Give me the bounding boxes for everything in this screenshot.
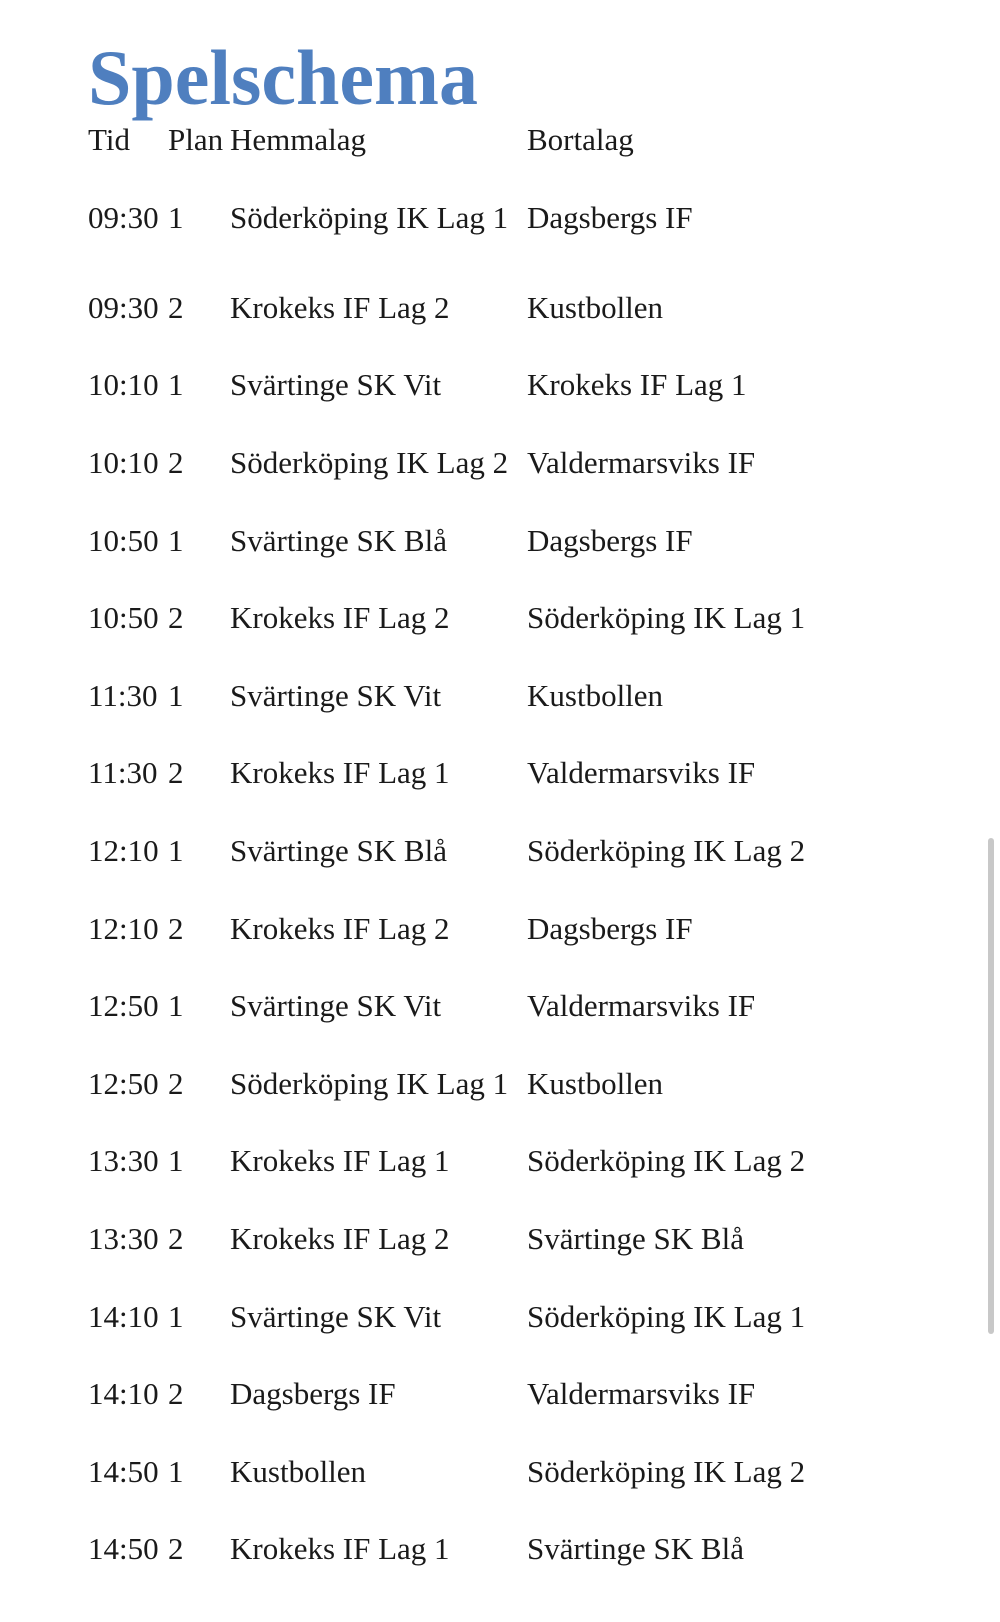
cell-away-team: Dagsbergs IF	[527, 199, 693, 235]
cell-away-team: Valdermarsviks IF	[527, 1376, 756, 1412]
cell-away-team: Krokeks IF Lag 1	[527, 367, 747, 403]
cell-time: 14:10	[88, 1298, 159, 1334]
cell-away-team: Svärtinge SK Blå	[527, 1531, 744, 1567]
cell-home-team: Svärtinge SK Vit	[230, 367, 442, 403]
cell-home-team: Söderköping IK Lag 2	[230, 444, 509, 480]
cell-home-team: Svärtinge SK Blå	[230, 832, 447, 868]
table-row	[88, 1278, 827, 1356]
schedule-table	[88, 114, 827, 1588]
table-row	[88, 967, 827, 1045]
table-row	[88, 890, 827, 968]
cell-time: 12:50	[88, 988, 159, 1024]
cell-home-team: Krokeks IF Lag 1	[230, 1143, 450, 1179]
cell-home-team: Krokeks IF Lag 2	[230, 910, 450, 946]
cell-away-team: Kustbollen	[527, 677, 664, 713]
table-row	[88, 424, 827, 502]
cell-plan: 2	[168, 289, 184, 325]
cell-time: 09:30	[88, 199, 159, 235]
cell-home-team: Kustbollen	[230, 1453, 367, 1489]
cell-time: 14:50	[88, 1453, 159, 1489]
cell-plan: 2	[168, 1065, 184, 1101]
cell-home-team: Svärtinge SK Vit	[230, 988, 442, 1024]
cell-home-team: Svärtinge SK Blå	[230, 522, 447, 558]
cell-time: 10:50	[88, 522, 159, 558]
cell-time: 14:10	[88, 1376, 159, 1412]
cell-home-team: Svärtinge SK Vit	[230, 1298, 442, 1334]
cell-time: 11:30	[88, 677, 158, 713]
cell-away-team: Dagsbergs IF	[527, 910, 693, 946]
cell-time: 10:10	[88, 367, 159, 403]
table-row	[88, 812, 827, 890]
column-header-home: Hemmalag	[230, 122, 367, 157]
cell-time: 10:50	[88, 600, 159, 636]
cell-away-team: Söderköping IK Lag 2	[527, 1453, 806, 1489]
cell-away-team: Valdermarsviks IF	[527, 755, 756, 791]
cell-time: 13:30	[88, 1220, 159, 1256]
cell-plan: 2	[168, 600, 184, 636]
cell-plan: 1	[168, 199, 184, 235]
column-header-away: Bortalag	[527, 122, 634, 157]
document	[88, 30, 968, 1588]
cell-home-team: Dagsbergs IF	[230, 1376, 396, 1412]
cell-home-team: Söderköping IK Lag 1	[230, 199, 509, 235]
cell-home-team: Krokeks IF Lag 1	[230, 1531, 450, 1567]
table-row	[88, 1511, 827, 1589]
cell-home-team: Krokeks IF Lag 2	[230, 1220, 450, 1256]
cell-plan: 2	[168, 910, 184, 946]
cell-away-team: Söderköping IK Lag 1	[527, 600, 806, 636]
cell-away-team: Svärtinge SK Blå	[527, 1220, 744, 1256]
cell-plan: 1	[168, 677, 184, 713]
cell-away-team: Söderköping IK Lag 2	[527, 832, 806, 868]
cell-plan: 1	[168, 522, 184, 558]
cell-home-team: Svärtinge SK Vit	[230, 677, 442, 713]
table-row	[88, 1433, 827, 1511]
cell-time: 14:50	[88, 1531, 159, 1567]
table-row	[88, 269, 827, 347]
column-header-plan: Plan	[168, 122, 224, 157]
table-row	[88, 1355, 827, 1433]
column-header-time: Tid	[88, 122, 130, 157]
table-row	[88, 1045, 827, 1123]
table-row	[88, 657, 827, 735]
cell-plan: 1	[168, 988, 184, 1024]
cell-plan: 2	[168, 1376, 184, 1412]
cell-plan: 2	[168, 444, 184, 480]
cell-plan: 1	[168, 1453, 184, 1489]
cell-time: 12:10	[88, 832, 159, 868]
cell-time: 10:10	[88, 444, 159, 480]
table-row	[88, 1123, 827, 1201]
cell-home-team: Krokeks IF Lag 1	[230, 755, 450, 791]
scrollbar-thumb[interactable]	[988, 838, 994, 1334]
cell-plan: 1	[168, 832, 184, 868]
cell-away-team: Söderköping IK Lag 2	[527, 1143, 806, 1179]
cell-plan: 2	[168, 755, 184, 791]
cell-home-team: Krokeks IF Lag 2	[230, 289, 450, 325]
cell-home-team: Krokeks IF Lag 2	[230, 600, 450, 636]
cell-time: 13:30	[88, 1143, 159, 1179]
cell-time: 09:30	[88, 289, 159, 325]
cell-away-team: Valdermarsviks IF	[527, 444, 756, 480]
cell-away-team: Dagsbergs IF	[527, 522, 693, 558]
cell-away-team: Kustbollen	[527, 289, 664, 325]
schedule-body	[88, 166, 827, 1588]
table-row	[88, 166, 827, 269]
cell-time: 12:50	[88, 1065, 159, 1101]
table-row	[88, 735, 827, 813]
cell-time: 12:10	[88, 910, 159, 946]
cell-home-team: Söderköping IK Lag 1	[230, 1065, 509, 1101]
table-row	[88, 502, 827, 580]
table-row	[88, 1200, 827, 1278]
cell-plan: 2	[168, 1531, 184, 1567]
page-title: Spelschema	[88, 34, 478, 121]
cell-away-team: Söderköping IK Lag 1	[527, 1298, 806, 1334]
cell-plan: 1	[168, 1143, 184, 1179]
table-row	[88, 579, 827, 657]
cell-away-team: Kustbollen	[527, 1065, 664, 1101]
table-row	[88, 347, 827, 425]
cell-plan: 2	[168, 1220, 184, 1256]
cell-plan: 1	[168, 367, 184, 403]
cell-away-team: Valdermarsviks IF	[527, 988, 756, 1024]
cell-time: 11:30	[88, 755, 158, 791]
cell-plan: 1	[168, 1298, 184, 1334]
